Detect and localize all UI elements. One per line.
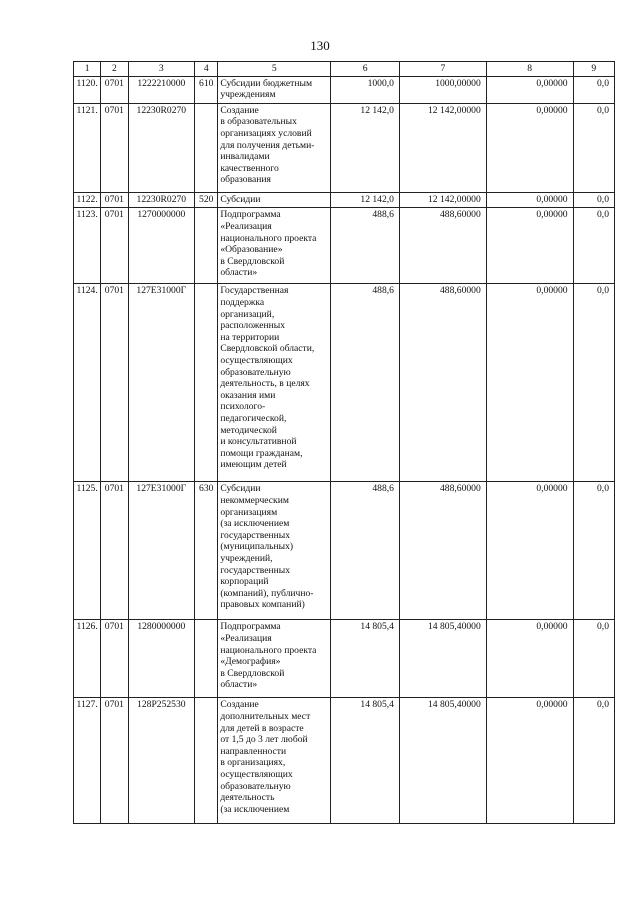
amount-other: 0,00000 xyxy=(486,482,573,620)
amount-other: 0,00000 xyxy=(486,76,573,103)
table-row xyxy=(74,208,615,284)
table-row xyxy=(74,76,615,103)
table-row xyxy=(74,103,615,192)
target-article: 127E31000Г xyxy=(128,284,195,482)
header-cell: 5 xyxy=(218,62,331,77)
table-row xyxy=(74,698,615,824)
amount-detailed: 12 142,00000 xyxy=(399,192,486,208)
item-name: Государственная поддержка организаций, расположенных на территории Свердловской области, осуществляющих образовательную деятельность, в целях оказания ими психолого- педагогической, методической и консультативной помощи гражданам, имеющим детей xyxy=(218,284,331,482)
item-name: Субсидии xyxy=(218,192,331,208)
amount-plan: 12 142,0 xyxy=(331,192,400,208)
amount-extra: 0,0 xyxy=(573,192,614,208)
amount-extra: 0,0 xyxy=(573,208,614,284)
row-number: 1121. xyxy=(74,103,101,192)
target-article: 12230R0270 xyxy=(128,103,195,192)
section-code: 0701 xyxy=(101,284,128,482)
amount-extra: 0,0 xyxy=(573,482,614,620)
amount-extra: 0,0 xyxy=(573,103,614,192)
target-article: 128P252530 xyxy=(128,698,195,824)
expense-type xyxy=(195,698,218,824)
amount-plan: 14 805,4 xyxy=(331,620,400,698)
item-name: Подпрограмма «Реализация национального проекта «Образование» в Свердловской области» xyxy=(218,208,331,284)
amount-extra: 0,0 xyxy=(573,76,614,103)
section-code: 0701 xyxy=(101,192,128,208)
header-cell: 1 xyxy=(74,62,101,77)
section-code: 0701 xyxy=(101,208,128,284)
amount-detailed: 488,60000 xyxy=(399,208,486,284)
table-row xyxy=(74,192,615,208)
row-number: 1123. xyxy=(74,208,101,284)
section-code: 0701 xyxy=(101,482,128,620)
header-row xyxy=(74,62,615,77)
expense-type xyxy=(195,103,218,192)
amount-plan: 488,6 xyxy=(331,482,400,620)
amount-extra: 0,0 xyxy=(573,284,614,482)
expense-type xyxy=(195,620,218,698)
target-article: 1280000000 xyxy=(128,620,195,698)
target-article: 1222210000 xyxy=(128,76,195,103)
target-article: 12230R0270 xyxy=(128,192,195,208)
amount-plan: 488,6 xyxy=(331,284,400,482)
amount-other: 0,00000 xyxy=(486,284,573,482)
page-number: 130 xyxy=(310,38,330,53)
item-name: Создание в образовательных организациях условий для получения детьми- инвалидами качественного образования xyxy=(218,103,331,192)
amount-detailed: 14 805,40000 xyxy=(399,698,486,824)
row-number: 1125. xyxy=(74,482,101,620)
table-row xyxy=(74,284,615,482)
row-number: 1127. xyxy=(74,698,101,824)
amount-other: 0,00000 xyxy=(486,698,573,824)
amount-detailed: 14 805,40000 xyxy=(399,620,486,698)
section-code: 0701 xyxy=(101,103,128,192)
header-cell: 4 xyxy=(195,62,218,77)
item-name: Субсидии некоммерческим организациям (за исключением государственных (муниципальных) учреждений, государственных корпораций (компаний), публично- правовых компаний) xyxy=(218,482,331,620)
amount-other: 0,00000 xyxy=(486,192,573,208)
section-code: 0701 xyxy=(101,698,128,824)
item-name: Подпрограмма «Реализация национального проекта «Демография» в Свердловской области» xyxy=(218,620,331,698)
row-number: 1120. xyxy=(74,76,101,103)
table-row xyxy=(74,620,615,698)
row-number: 1122. xyxy=(74,192,101,208)
budget-table xyxy=(73,61,615,824)
item-name: Субсидии бюджетным учреждениям xyxy=(218,76,331,103)
amount-plan: 12 142,0 xyxy=(331,103,400,192)
header-cell: 7 xyxy=(399,62,486,77)
amount-plan: 488,6 xyxy=(331,208,400,284)
amount-extra: 0,0 xyxy=(573,620,614,698)
section-code: 0701 xyxy=(101,76,128,103)
amount-extra: 0,0 xyxy=(573,698,614,824)
expense-type: 610 xyxy=(195,76,218,103)
header-cell: 6 xyxy=(331,62,400,77)
amount-plan: 1000,0 xyxy=(331,76,400,103)
amount-detailed: 12 142,00000 xyxy=(399,103,486,192)
expense-type xyxy=(195,208,218,284)
expense-type xyxy=(195,284,218,482)
amount-plan: 14 805,4 xyxy=(331,698,400,824)
table-row xyxy=(74,482,615,620)
amount-detailed: 488,60000 xyxy=(399,284,486,482)
target-article: 127E31000Г xyxy=(128,482,195,620)
target-article: 1270000000 xyxy=(128,208,195,284)
row-number: 1124. xyxy=(74,284,101,482)
amount-detailed: 488,60000 xyxy=(399,482,486,620)
header-cell: 2 xyxy=(101,62,128,77)
header-cell: 3 xyxy=(128,62,195,77)
expense-type: 630 xyxy=(195,482,218,620)
item-name: Создание дополнительных мест для детей в возрасте от 1,5 до 3 лет любой направленности в организациях, осуществляющих образовательную деятельность (за исключением xyxy=(218,698,331,824)
expense-type: 520 xyxy=(195,192,218,208)
section-code: 0701 xyxy=(101,620,128,698)
amount-other: 0,00000 xyxy=(486,103,573,192)
header-cell: 8 xyxy=(486,62,573,77)
header-cell: 9 xyxy=(573,62,614,77)
amount-other: 0,00000 xyxy=(486,208,573,284)
amount-other: 0,00000 xyxy=(486,620,573,698)
row-number: 1126. xyxy=(74,620,101,698)
amount-detailed: 1000,00000 xyxy=(399,76,486,103)
